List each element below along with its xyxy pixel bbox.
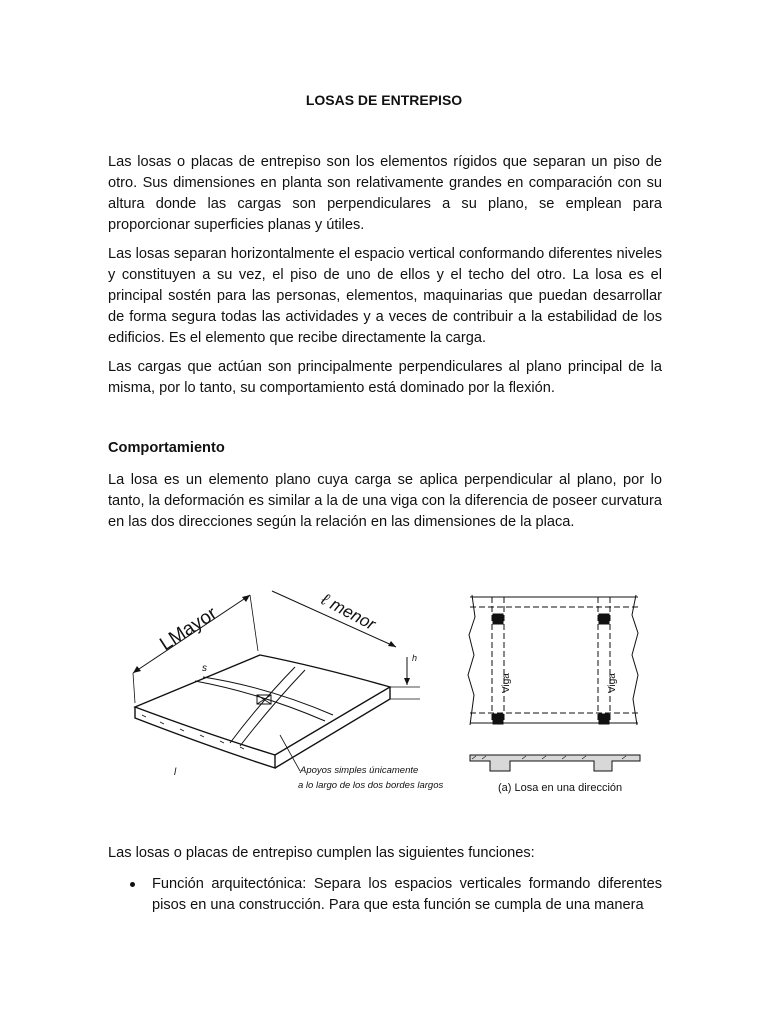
label-s: s — [202, 663, 207, 674]
label-h: h — [412, 653, 418, 663]
bullet-icon — [130, 882, 135, 887]
functions-list — [108, 874, 662, 916]
label-viga-left: Viga — [501, 673, 512, 693]
caption-left-line2: a lo largo de los dos bordes largos — [298, 780, 444, 791]
paragraph-1: Las losas o placas de entrepiso son los elementos rígidos que separan un piso de otro. Sus dimensiones en planta son relativamente grandes en comparación con su altura donde las cargas son perpendiculares a su plano, se emplean para proporcionar superficies planas y útiles. — [108, 154, 662, 233]
label-l: l — [174, 767, 177, 778]
caption-left-line1: Apoyos simples únicamente — [300, 765, 419, 776]
label-lmayor: LMayor — [156, 603, 221, 656]
functions-intro: Las losas o placas de entrepiso cumplen las siguientes funciones: — [108, 845, 535, 861]
slab-figure — [120, 575, 660, 805]
section-heading: Comportamiento — [108, 440, 225, 456]
label-viga-right: Viga — [607, 673, 618, 693]
label-lmenor: ℓ menor — [318, 589, 379, 634]
document-title: LOSAS DE ENTREPISO — [305, 92, 463, 108]
list-item-text: Función arquitectónica: Separa los espacios verticales formando diferentes pisos en una construcción. Para que esta función se cumpla de una manera — [152, 876, 662, 913]
caption-right: (a) Losa en una dirección — [498, 782, 623, 794]
section-paragraph: La losa es un elemento plano cuya carga se aplica perpendicular al plano, por lo tanto, la deformación es similar a la de una viga con la diferencia de poseer curvatura en las dos direcciones según la relación en las dimensiones de la placa. — [108, 472, 662, 530]
paragraph-3: Las cargas que actúan son principalmente perpendiculares al plano principal de la misma, por lo tanto, su comportamiento está dominado por la flexión. — [108, 359, 662, 396]
slab-diagram — [120, 575, 660, 805]
list-item — [108, 874, 662, 916]
paragraph-2: Las losas separan horizontalmente el espacio vertical conformando diferentes niveles y constituyen a su vez, el piso de uno de ellos y el techo del otro. La losa es el principal sostén para las personas, elementos, maquinarias que puedan desarrollar de forma segura todas las actividades y a veces de contribuir a la estabilidad de los edificios. Es el elemento que recibe directamente la carga. — [108, 246, 662, 346]
